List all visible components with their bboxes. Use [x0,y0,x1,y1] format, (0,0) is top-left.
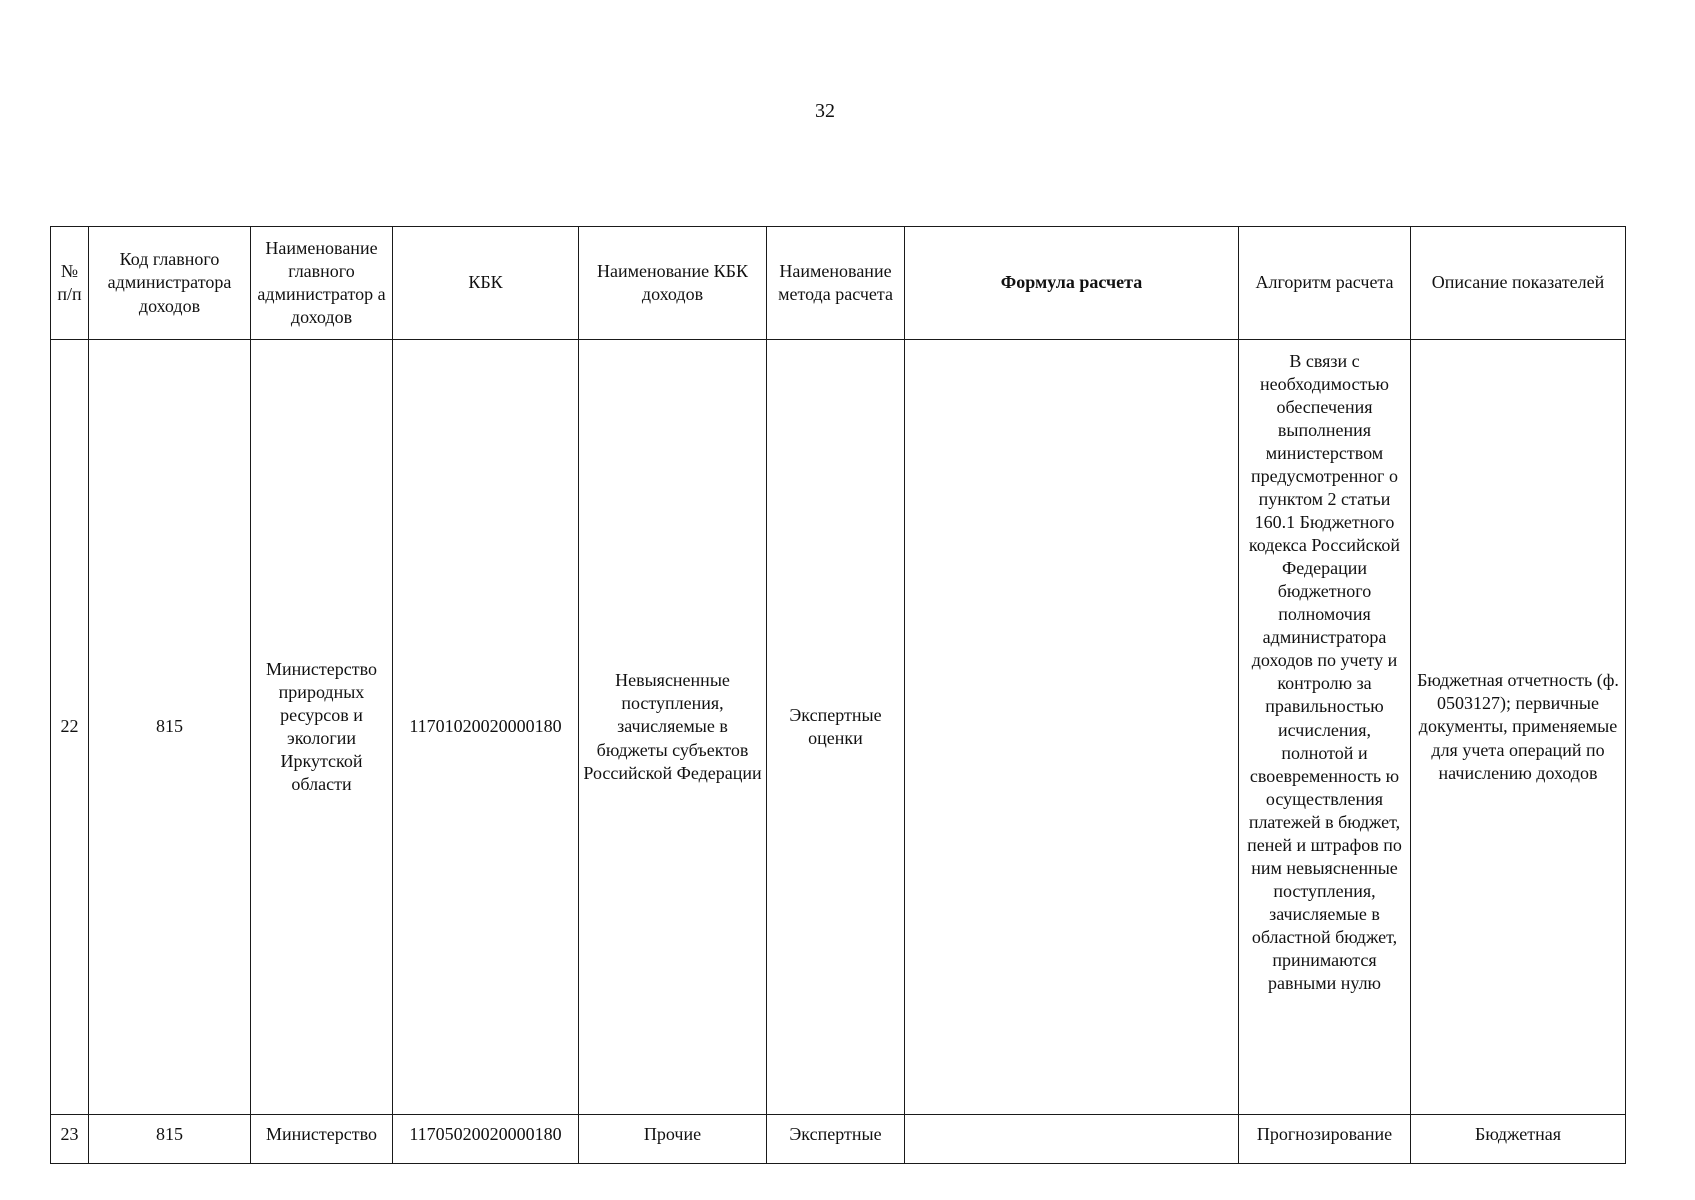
cell-admin-code: 815 [89,340,251,1115]
page-number: 32 [815,100,835,122]
cell-method: Экспертные [767,1115,905,1164]
table-header-row [51,227,1626,340]
header-num: № п/п [51,227,89,340]
header-description: Описание показателей [1411,227,1626,340]
header-admin-name: Наименование главного администратор а доходов [251,227,393,340]
header-formula: Формула расчета [905,227,1239,340]
cell-description: Бюджетная [1411,1115,1626,1164]
cell-formula [905,340,1239,1115]
cell-algorithm: В связи с необходимостью обеспечения выполнения министерством предусмотренног о пунктом 2 статьи 160.1 Бюджетного кодекса Российской Федерации бюджетного полномочия администратора доходов по учету и контролю за правильностью исчисления, полнотой и своевременность ю осуществления платежей в бюджет, пеней и штрафов по ним невыясненные поступления, зачисляемые в областной бюджет, принимаются равными нулю [1239,340,1411,1115]
forecast-methods-table [50,226,1626,1164]
cell-kbk: 11701020020000180 [393,340,579,1115]
header-kbk-name: Наименование КБК доходов [579,227,767,340]
header-kbk: КБК [393,227,579,340]
cell-kbk: 11705020020000180 [393,1115,579,1164]
table-row [51,1115,1626,1164]
table-row [51,340,1626,1115]
cell-kbk-name: Невыясненные поступления, зачисляемые в бюджеты субъектов Российской Федерации [579,340,767,1115]
cell-description: Бюджетная отчетность (ф. 0503127); первичные документы, применяемые для учета операций по начислению доходов [1411,340,1626,1115]
cell-algorithm: Прогнозирование [1239,1115,1411,1164]
cell-kbk-name: Прочие [579,1115,767,1164]
cell-admin-code: 815 [89,1115,251,1164]
cell-formula [905,1115,1239,1164]
header-method: Наименование метода расчета [767,227,905,340]
cell-method: Экспертные оценки [767,340,905,1115]
cell-num: 22 [51,340,89,1115]
header-admin-code: Код главного администратора доходов [89,227,251,340]
cell-num: 23 [51,1115,89,1164]
cell-admin-name: Министерство [251,1115,393,1164]
cell-admin-name: Министерство природных ресурсов и экологии Иркутской области [251,340,393,1115]
header-algorithm: Алгоритм расчета [1239,227,1411,340]
